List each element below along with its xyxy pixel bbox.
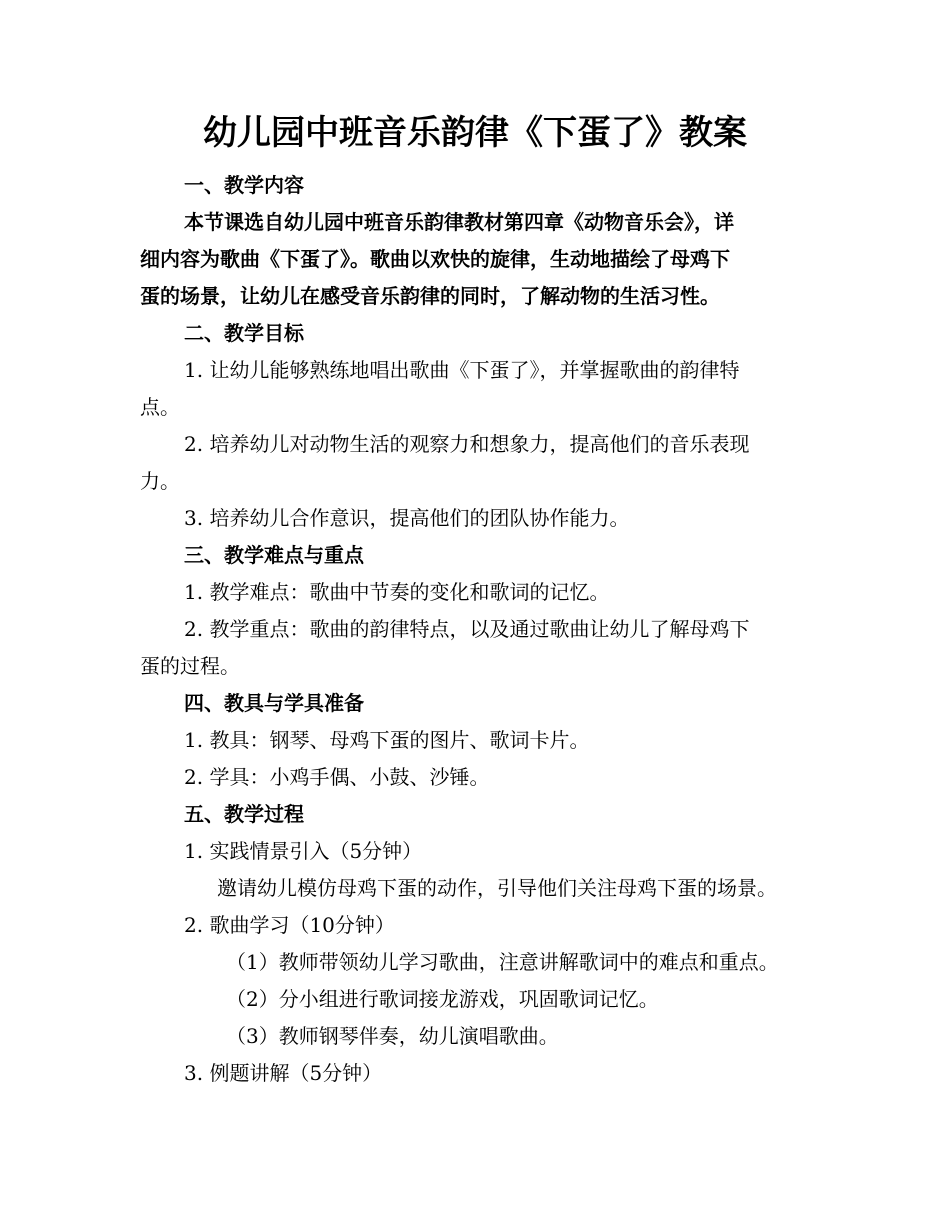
list-item-line: 3. 培养幼儿合作意识，提高他们的团队协作能力。	[184, 506, 630, 530]
list-item-detail: （1）教师带领幼儿学习歌曲，注意讲解歌词中的难点和重点。	[226, 950, 779, 974]
list-item-detail: 邀请幼儿模仿母鸡下蛋的动作，引导他们关注母鸡下蛋的场景。	[217, 876, 777, 900]
list-item-line: 1. 让幼儿能够熟练地唱出歌曲《下蛋了》，并掌握歌曲的韵律特	[184, 358, 740, 382]
list-item-line: 力。	[140, 469, 180, 493]
list-item-detail: （3）教师钢琴伴奏，幼儿演唱歌曲。	[226, 1024, 559, 1048]
paragraph-line: 细内容为歌曲《下蛋了》。歌曲以欢快的旋律，生动地描绘了母鸡下	[140, 247, 730, 271]
list-item-line: 2. 歌曲学习（10分钟）	[184, 913, 395, 937]
list-item-line: 1. 教具：钢琴、母鸡下蛋的图片、歌词卡片。	[184, 728, 590, 752]
section-heading-difficulties: 三、教学难点与重点	[184, 543, 364, 567]
section-heading-content: 一、教学内容	[184, 173, 304, 197]
paragraph-line: 蛋的场景，让幼儿在感受音乐韵律的同时，了解动物的生活习性。	[140, 284, 720, 308]
list-item-line: 1. 实践情景引入（5分钟）	[184, 839, 423, 863]
list-item-line: 2. 学具：小鸡手偶、小鼓、沙锤。	[184, 765, 490, 789]
list-item-line: 2. 教学重点：歌曲的韵律特点，以及通过歌曲让幼儿了解母鸡下	[184, 617, 750, 641]
section-heading-process: 五、教学过程	[184, 802, 304, 826]
document-title: 幼儿园中班音乐韵律《下蛋了》教案	[203, 113, 747, 153]
paragraph-line: 本节课选自幼儿园中班音乐韵律教材第四章《动物音乐会》，详	[184, 210, 734, 234]
document-body	[140, 167, 830, 1092]
list-item-line: 蛋的过程。	[140, 654, 240, 678]
section-heading-goals: 二、教学目标	[184, 321, 304, 345]
list-item-detail: （2）分小组进行歌词接龙游戏，巩固歌词记忆。	[226, 987, 659, 1011]
list-item-line: 1. 教学难点：歌曲中节奏的变化和歌词的记忆。	[184, 580, 610, 604]
list-item-line: 3. 例题讲解（5分钟）	[184, 1061, 383, 1085]
list-item-line: 点。	[140, 395, 180, 419]
list-item-line: 2. 培养幼儿对动物生活的观察力和想象力，提高他们的音乐表现	[184, 432, 750, 456]
section-heading-materials: 四、教具与学具准备	[184, 691, 364, 715]
